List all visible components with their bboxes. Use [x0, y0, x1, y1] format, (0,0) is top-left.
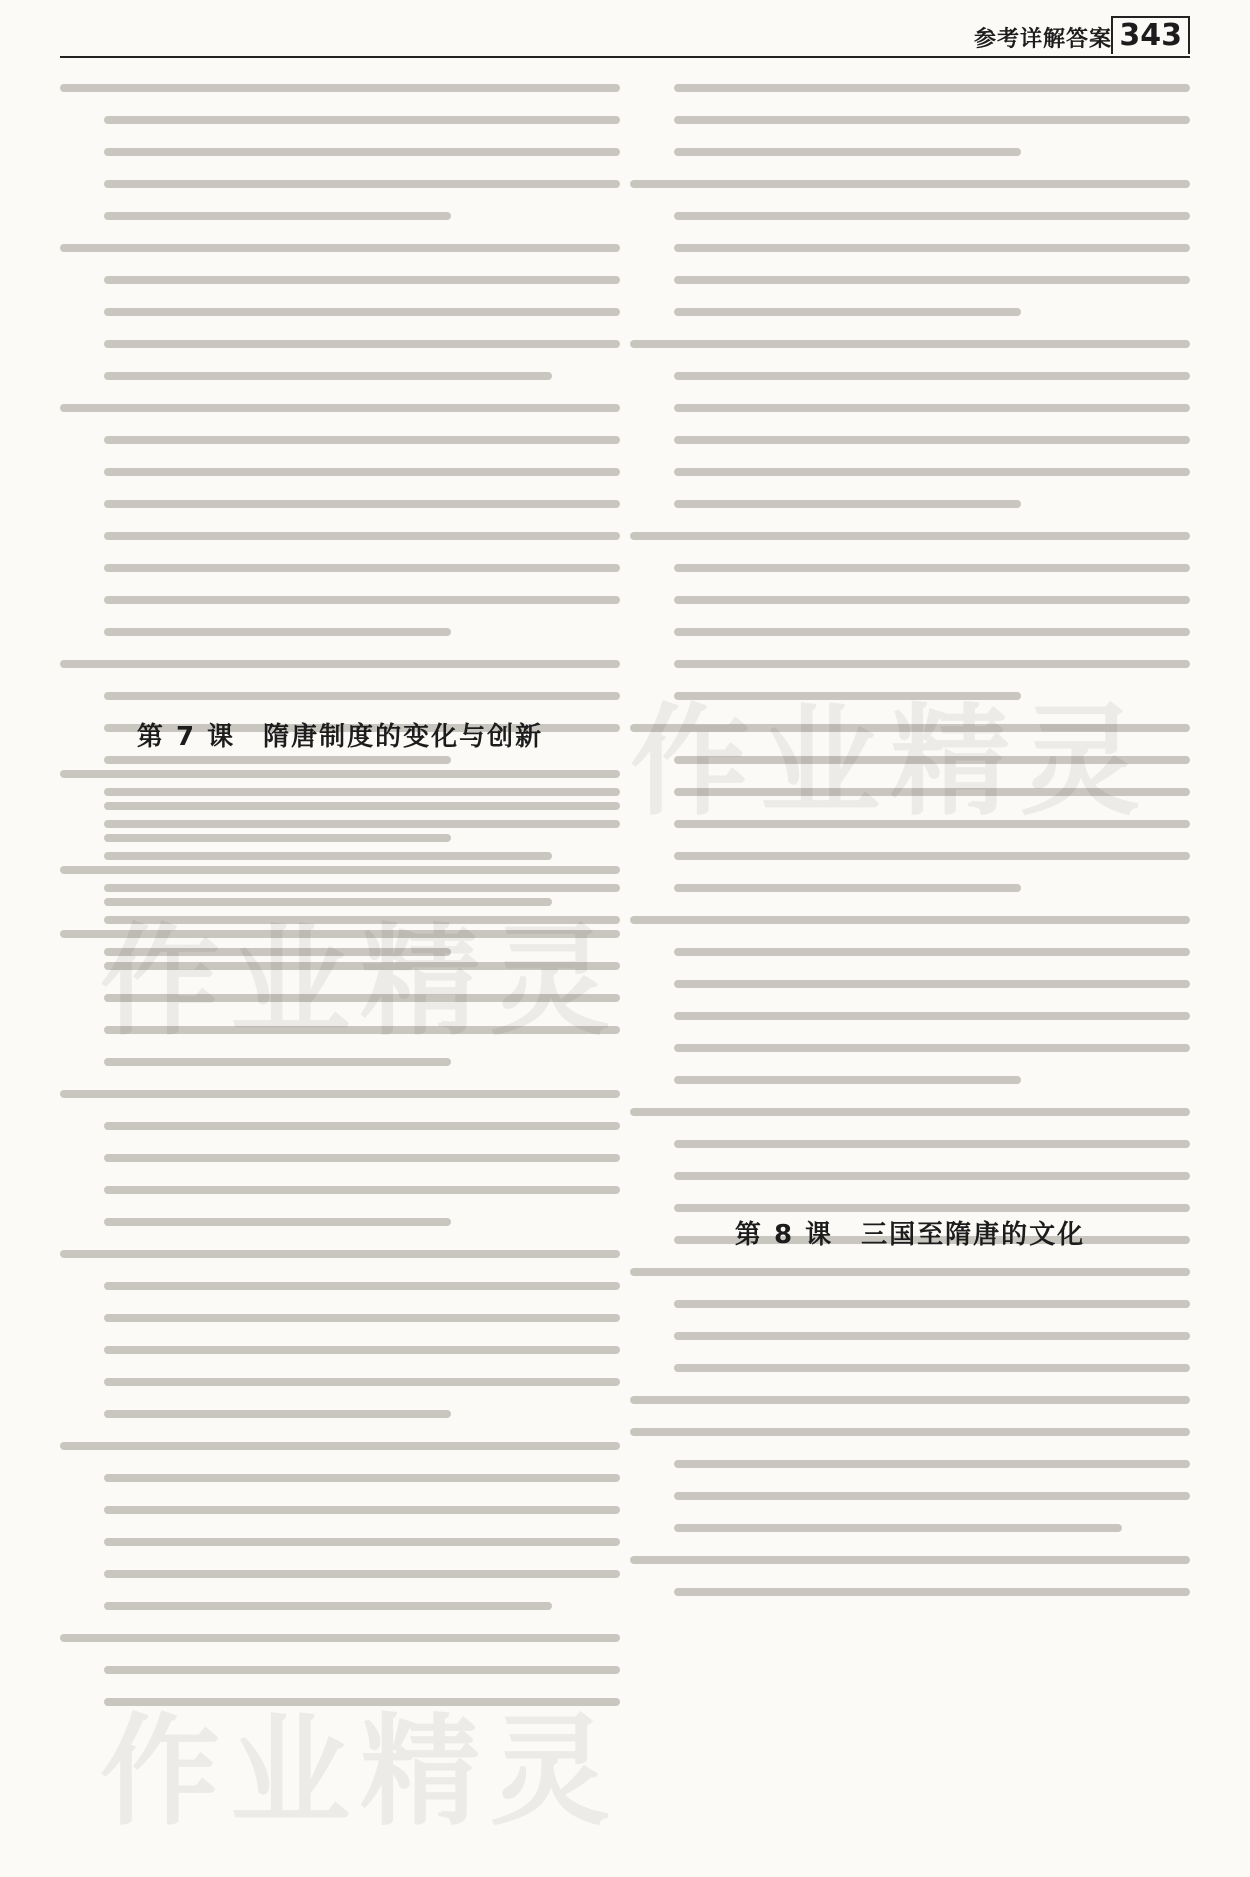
text-block	[630, 1268, 1190, 1620]
page-header	[60, 16, 1190, 58]
page-number: 343	[1111, 16, 1190, 54]
page-title: 参考详解答案	[973, 27, 1112, 52]
right-column: 第 8 课 三国至隋唐的文化 作业精灵	[630, 66, 1190, 1846]
section-title: 第 8 课 三国至隋唐的文化	[734, 1220, 1086, 1250]
section-title: 第 7 课 隋唐制度的变化与创新	[136, 722, 544, 752]
left-column: 第 7 课 隋唐制度的变化与创新 作业精灵 作业精灵	[60, 66, 620, 1846]
